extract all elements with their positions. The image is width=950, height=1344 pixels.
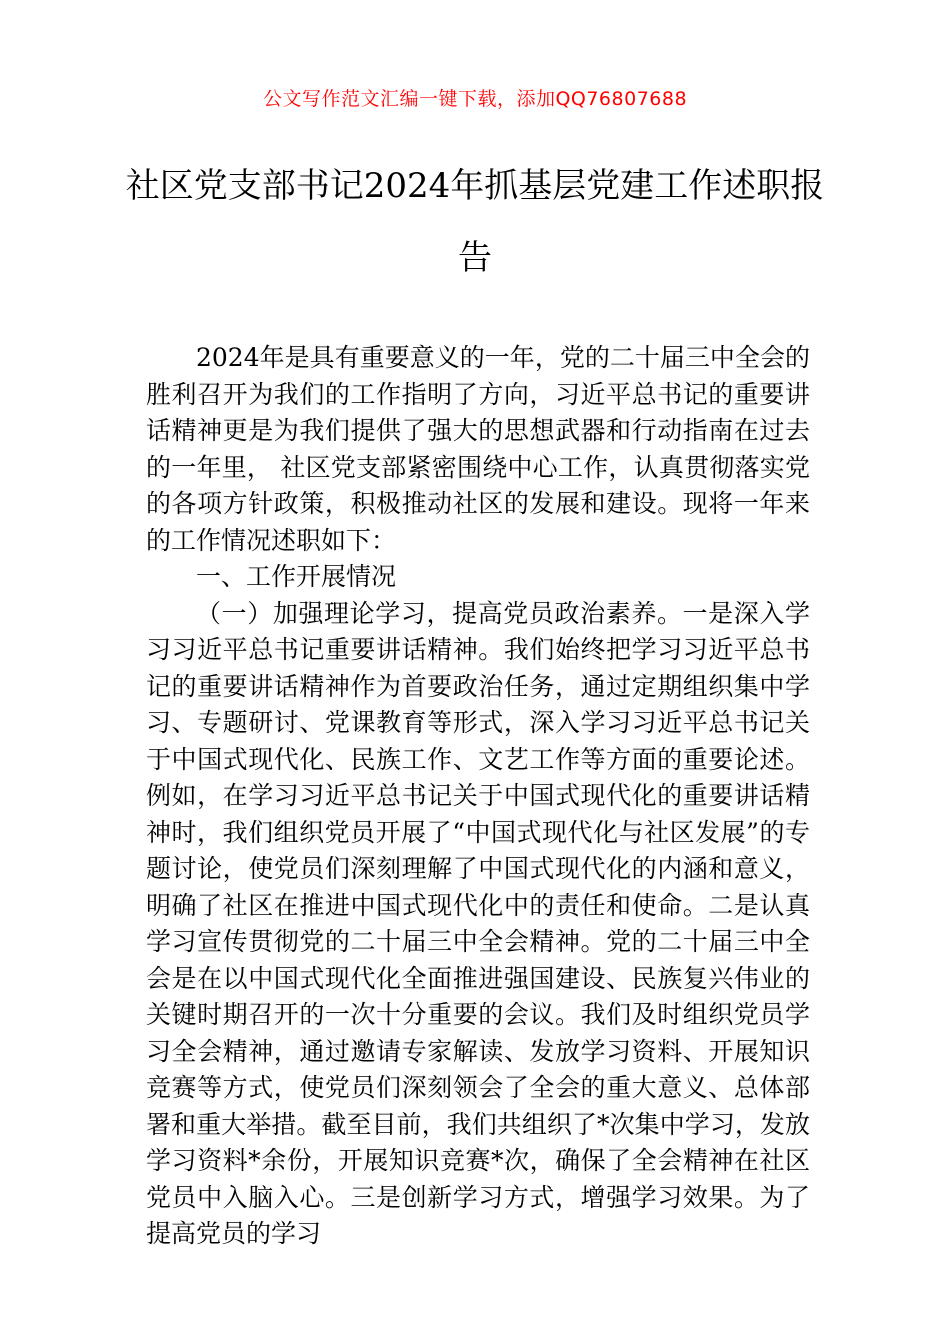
document-title: 社区党支部书记2024年抓基层党建工作述职报告 bbox=[125, 166, 825, 278]
document-body bbox=[146, 340, 810, 1253]
paragraph-intro: 2024年是具有重要意义的一年，党的二十届三中全会的胜利召开为我们的工作指明了方向，习近平总书记的重要讲话精神更是为我们提供了强大的思想武器和行动指南在过去的一年里， 社区党支部紧密围绕中心工作，认真贯彻落实党的各项方针政策，积极推动社区的发展和建设。现将一年来的工作情况述职如下： bbox=[146, 343, 810, 555]
header-banner: 公文写作范文汇编一键下载，添加QQ76807688 bbox=[262, 88, 688, 110]
section-heading: 一、工作开展情况 bbox=[196, 562, 397, 591]
paragraph-theory-study: （一）加强理论学习，提高党员政治素养。一是深入学习习近平总书记重要讲话精神。我们始终把学习习近平总书记的重要讲话精神作为首要政治任务，通过定期组织集中学习、专题研讨、党课教育等形式，深入学习习近平总书记关于中国式现代化、民族工作、文艺工作等方面的重要论述。例如，在学习习近平总书记关于中国式现代化的重要讲话精神时，我们组织党员开展了“中国式现代化与社区发展”的专题讨论，使党员们深刻理解了中国式现代化的内涵和意义，明确了社区在推进中国式现代化中的责任和使命。二是认真学习宣传贯彻党的二十届三中全会精神。党的二十届三中全会是在以中国式现代化全面推进强国建设、民族复兴伟业的关键时期召开的一次十分重要的会议。我们及时组织党员学习全会精神，通过邀请专家解读、发放学习资料、开展知识竞赛等方式，使党员们深刻领会了全会的重大意义、总体部署和重大举措。截至目前，我们共组织了*次集中学习，发放学习资料*余份，开展知识竞赛*次，确保了全会精神在社区党员中入脑入心。三是创新学习方式，增强学习效果。为了提高党员的学习 bbox=[146, 598, 810, 1248]
